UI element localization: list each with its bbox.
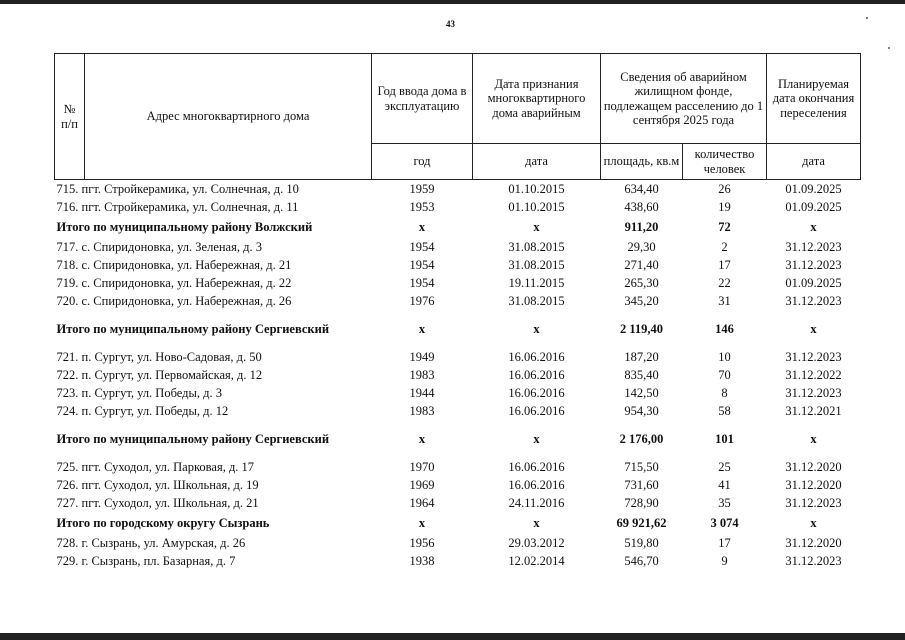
cell-area: 142,50: [624, 385, 659, 400]
cell-date: 01.10.2015: [508, 181, 565, 196]
cell-people: 70: [718, 367, 731, 382]
cell-address: 718. с. Спиридоновка, ул. Набережная, д. 21: [56, 257, 292, 272]
cell-planned-date: 01.09.2025: [785, 181, 842, 196]
cell-date: 16.06.2016: [508, 403, 565, 418]
cell-date: 24.11.2016: [508, 495, 565, 510]
cell-date: x: [533, 219, 540, 234]
cell-address: 727. пгт. Суходол, ул. Школьная, д. 21: [56, 495, 259, 510]
cell-address: 723. п. Сургут, ул. Победы, д. 3: [56, 385, 223, 400]
cell-address: 725. пгт. Суходол, ул. Парковая, д. 17: [56, 459, 255, 474]
cell-year: 1944: [409, 385, 435, 400]
header-unit-people: количество человек: [683, 144, 767, 180]
cell-year: 1949: [409, 349, 435, 364]
cell-planned-date: 31.12.2023: [785, 293, 842, 308]
table-row: [55, 534, 861, 552]
cell-people: 35: [718, 495, 731, 510]
table-row: [55, 366, 861, 384]
emergency-housing-table: [54, 53, 861, 570]
bottom-border: [0, 633, 905, 640]
cell-planned-date: 31.12.2023: [785, 257, 842, 272]
cell-people: 17: [718, 535, 731, 550]
cell-address: 720. с. Спиридоновка, ул. Набережная, д. 26: [56, 293, 292, 308]
cell-date: 16.06.2016: [508, 349, 565, 364]
table-row: [55, 292, 861, 310]
cell-area: 271,40: [624, 257, 659, 272]
cell-people: 58: [718, 403, 731, 418]
cell-planned-date: 31.12.2021: [785, 403, 842, 418]
cell-date: x: [533, 431, 540, 446]
cell-planned-date: 31.12.2023: [785, 553, 842, 568]
page-number: 43: [446, 19, 455, 29]
scan-speck: [866, 17, 868, 19]
cell-date: 16.06.2016: [508, 367, 565, 382]
cell-year: 1969: [409, 477, 435, 492]
table-row: [55, 458, 861, 476]
header-planned-date: Планируемая дата окончания переселения: [767, 54, 861, 144]
cell-area: 728,90: [624, 495, 659, 510]
cell-year: 1970: [409, 459, 435, 474]
cell-year: 1976: [409, 293, 435, 308]
cell-area: 731,60: [624, 477, 659, 492]
cell-address: 728. г. Сызрань, ул. Амурская, д. 26: [56, 535, 246, 550]
cell-year: 1954: [409, 275, 435, 290]
cell-date: 12.02.2014: [508, 553, 565, 568]
cell-year: x: [418, 431, 426, 446]
subtotal-row: [55, 318, 861, 340]
table-row: [55, 198, 861, 216]
cell-planned-date: 01.09.2025: [785, 199, 842, 214]
cell-year: 1938: [409, 553, 435, 568]
cell-people: 31: [718, 293, 731, 308]
cell-people: 22: [718, 275, 731, 290]
cell-planned-date: 31.12.2023: [785, 385, 842, 400]
header-number: № п/п: [55, 54, 85, 180]
cell-area: 835,40: [624, 367, 659, 382]
cell-planned-date: x: [810, 431, 817, 446]
cell-year: 1954: [409, 239, 435, 254]
cell-date: 16.06.2016: [508, 459, 565, 474]
cell-area: 954,30: [624, 403, 659, 418]
table-row: [55, 274, 861, 292]
cell-planned-date: 31.12.2020: [785, 535, 842, 550]
cell-address: 722. п. Сургут, ул. Первомайская, д. 12: [56, 367, 263, 382]
cell-people: 3 074: [710, 515, 739, 530]
scan-speck: [888, 47, 890, 49]
cell-address: 717. с. Спиридоновка, ул. Зеленая, д. 3: [56, 239, 262, 254]
subtotal-label: Итого по муниципальному району Волжский: [56, 219, 313, 234]
cell-people: 146: [715, 321, 734, 336]
cell-area: 634,40: [624, 181, 659, 196]
cell-area: 69 921,62: [616, 515, 667, 530]
cell-planned-date: 01.09.2025: [785, 275, 842, 290]
cell-area: 187,20: [624, 349, 659, 364]
cell-year: 1964: [409, 495, 435, 510]
spacer-row: [55, 420, 861, 428]
cell-planned-date: 31.12.2022: [785, 367, 842, 382]
cell-planned-date: 31.12.2023: [785, 495, 842, 510]
cell-area: 519,80: [624, 535, 659, 550]
header-address: Адрес многоквартирного дома: [85, 54, 372, 180]
subtotal-row: [55, 512, 861, 534]
cell-year: 1953: [409, 199, 435, 214]
cell-people: 17: [718, 257, 731, 272]
subtotal-label: Итого по муниципальному району Сергиевский: [56, 321, 330, 336]
cell-planned-date: 31.12.2020: [785, 459, 842, 474]
subtotal-label: Итого по городскому округу Сызрань: [56, 515, 270, 530]
table-row: [55, 402, 861, 420]
header-unit-year: год: [372, 144, 473, 180]
cell-year: 1983: [409, 367, 435, 382]
cell-people: 8: [721, 385, 728, 400]
cell-date: 16.06.2016: [508, 385, 565, 400]
cell-year: x: [418, 515, 426, 530]
cell-planned-date: 31.12.2023: [785, 239, 842, 254]
cell-planned-date: x: [810, 321, 817, 336]
cell-planned-date: 31.12.2020: [785, 477, 842, 492]
cell-people: 10: [718, 349, 731, 364]
cell-area: 265,30: [624, 275, 659, 290]
cell-people: 19: [718, 199, 731, 214]
cell-year: 1954: [409, 257, 435, 272]
cell-year: 1956: [409, 535, 435, 550]
table-row: [55, 494, 861, 512]
top-border: [0, 0, 905, 4]
cell-area: 546,70: [624, 553, 659, 568]
cell-date: x: [533, 515, 540, 530]
header-year-built: Год ввода дома в эксплуатацию: [372, 54, 473, 144]
header-date-emergency: Дата признания многоквартирного дома аварийным: [473, 54, 601, 144]
table-body: [55, 180, 861, 571]
cell-address: 721. п. Сургут, ул. Ново-Садовая, д. 50: [56, 349, 262, 364]
cell-people: 9: [721, 553, 728, 568]
cell-people: 72: [718, 219, 731, 234]
cell-area: 715,50: [624, 459, 659, 474]
cell-year: 1959: [409, 181, 435, 196]
cell-area: 438,60: [624, 199, 659, 214]
cell-people: 2: [721, 239, 728, 254]
cell-area: 2 176,00: [619, 431, 664, 446]
table-row: [55, 180, 861, 199]
cell-date: 31.08.2015: [508, 257, 565, 272]
cell-date: 01.10.2015: [508, 199, 565, 214]
header-emergency-info: Сведения об аварийном жилищном фонде, подлежащем расселению до 1 сентября 2025 года: [601, 54, 767, 144]
cell-date: 16.06.2016: [508, 477, 565, 492]
table-row: [55, 348, 861, 366]
cell-area: 345,20: [624, 293, 659, 308]
cell-planned-date: 31.12.2023: [785, 349, 842, 364]
subtotal-label: Итого по муниципальному району Сергиевский: [56, 431, 330, 446]
cell-address: 716. пгт. Стройкерамика, ул. Солнечная, д. 11: [56, 199, 299, 214]
cell-year: x: [418, 219, 426, 234]
subtotal-row: [55, 428, 861, 450]
subtotal-row: [55, 216, 861, 238]
table-row: [55, 552, 861, 570]
header-unit-area: площадь, кв.м: [601, 144, 683, 180]
cell-address: 724. п. Сургут, ул. Победы, д. 12: [56, 403, 229, 418]
table-row: [55, 256, 861, 274]
cell-address: 729. г. Сызрань, пл. Базарная, д. 7: [56, 553, 236, 568]
spacer-row: [55, 450, 861, 458]
cell-address: 726. пгт. Суходол, ул. Школьная, д. 19: [56, 477, 259, 492]
cell-planned-date: x: [810, 515, 817, 530]
table-row: [55, 476, 861, 494]
cell-area: 29,30: [627, 239, 656, 254]
cell-area: 911,20: [624, 219, 659, 234]
table-row: [55, 384, 861, 402]
cell-date: x: [533, 321, 540, 336]
cell-people: 101: [715, 431, 734, 446]
cell-date: 29.03.2012: [508, 535, 565, 550]
cell-year: x: [418, 321, 426, 336]
cell-people: 26: [718, 181, 731, 196]
cell-date: 31.08.2015: [508, 293, 565, 308]
spacer-row: [55, 340, 861, 348]
cell-people: 41: [718, 477, 731, 492]
cell-address: 719. с. Спиридоновка, ул. Набережная, д. 22: [56, 275, 292, 290]
cell-planned-date: x: [810, 219, 817, 234]
cell-date: 31.08.2015: [508, 239, 565, 254]
spacer-row: [55, 310, 861, 318]
table-row: [55, 238, 861, 256]
header-unit-date: дата: [473, 144, 601, 180]
cell-address: 715. пгт. Стройкерамика, ул. Солнечная, д. 10: [56, 181, 299, 196]
cell-people: 25: [718, 459, 731, 474]
cell-area: 2 119,40: [619, 321, 664, 336]
cell-date: 19.11.2015: [508, 275, 565, 290]
header-unit-planned: дата: [767, 144, 861, 180]
cell-year: 1983: [409, 403, 435, 418]
